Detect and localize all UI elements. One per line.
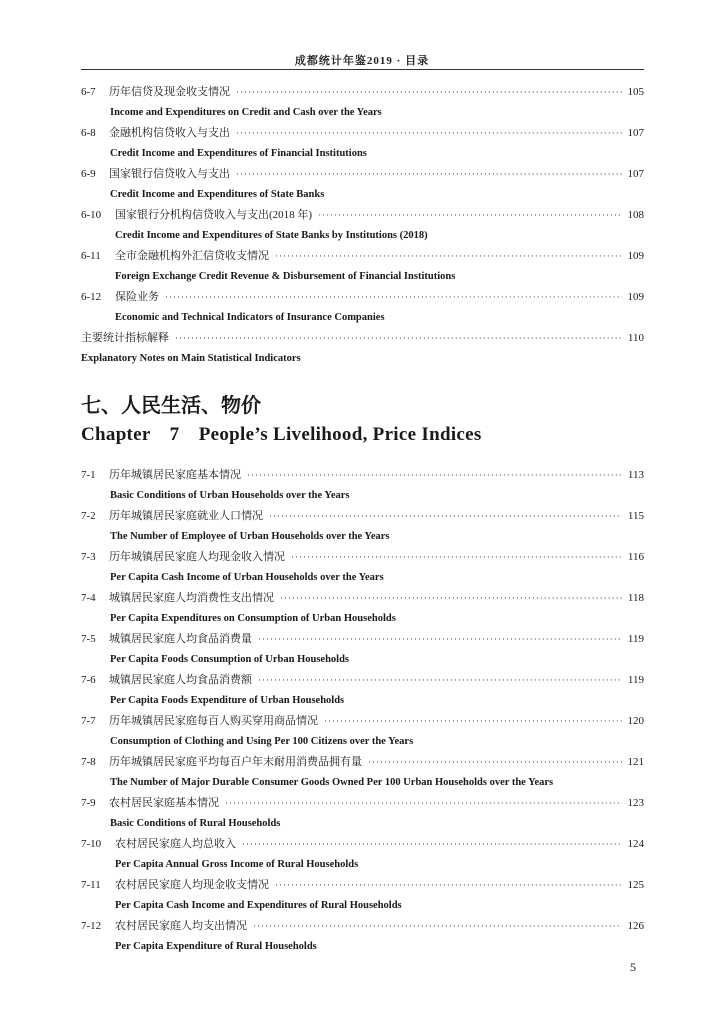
entry-number: 7-11 [81, 879, 101, 891]
entry-page: 125 [627, 879, 644, 891]
toc-entry[interactable] [81, 164, 644, 185]
entry-number: 7-10 [81, 838, 102, 850]
entry-number: 7-5 [81, 633, 96, 645]
toc-entry[interactable] [81, 82, 644, 103]
entry-title-zh: 国家银行分机构信贷收入与支出(2018 年) [115, 209, 313, 221]
entry-page: 118 [627, 592, 644, 604]
entry-page: 121 [627, 756, 644, 768]
entry-title-zh: 农村居民家庭人均现金收支情况 [115, 879, 269, 891]
leader-dots [269, 506, 622, 527]
entry-title-zh: 历年信贷及现金收支情况 [109, 86, 230, 98]
entry-title-zh: 城镇居民家庭人均食品消费量 [109, 633, 252, 645]
toc-entry[interactable] [81, 670, 644, 691]
entry-title-en: Per Capita Cash Income of Urban Households over the Years [110, 571, 384, 583]
entry-title-en: Income and Expenditures on Credit and Cash over the Years [110, 106, 382, 118]
leader-dots [236, 123, 622, 144]
entry-title-zh: 国家银行信贷收入与支出 [109, 168, 230, 180]
page-number: 5 [630, 960, 636, 974]
leader-dots [247, 465, 622, 486]
entry-title-en: Economic and Technical Indicators of Insurance Companies [115, 311, 385, 323]
entry-number: 6-9 [81, 168, 96, 180]
entry-title-zh: 农村居民家庭基本情况 [109, 797, 219, 809]
entry-number: 7-6 [81, 674, 96, 686]
entry-number: 7-9 [81, 797, 96, 809]
toc-entry[interactable] [81, 752, 644, 773]
entry-number: 6-11 [81, 250, 101, 262]
entry-number: 7-2 [81, 510, 96, 522]
toc-entry[interactable] [81, 547, 644, 568]
entry-title-en: Per Capita Expenditure of Rural Households [115, 940, 317, 952]
entry-page: 110 [627, 332, 644, 344]
chapter-title-zh: 七、人民生活、物价 [81, 395, 261, 417]
entry-page: 115 [627, 510, 644, 522]
leader-dots [368, 752, 622, 773]
leader-dots [318, 205, 622, 226]
entry-title-zh: 历年城镇居民家庭就业人口情况 [109, 510, 263, 522]
toc-entry[interactable] [81, 711, 644, 732]
toc-entry[interactable] [81, 205, 644, 226]
entry-title-zh: 历年城镇居民家庭平均每百户年末耐用消费品拥有量 [109, 756, 362, 768]
toc-section-6 [81, 82, 644, 369]
leader-dots [258, 629, 622, 650]
entry-title-zh: 历年城镇居民家庭人均现金收入情况 [109, 551, 285, 563]
entry-title-zh: 主要统计指标解释 [81, 332, 169, 344]
toc-entry[interactable] [81, 506, 644, 527]
leader-dots [258, 670, 622, 691]
entry-page: 119 [627, 674, 644, 686]
entry-title-en: The Number of Major Durable Consumer Goods Owned Per 100 Urban Households over the Years [110, 776, 554, 788]
entry-number: 7-8 [81, 756, 96, 768]
leader-dots [236, 82, 622, 103]
entry-page: 126 [627, 920, 644, 932]
toc-entry[interactable] [81, 916, 644, 937]
entry-page: 109 [627, 250, 644, 262]
leader-dots [253, 916, 622, 937]
entry-title-zh: 城镇居民家庭人均食品消费额 [109, 674, 252, 686]
toc-entry[interactable] [81, 123, 644, 144]
leader-dots [275, 875, 622, 896]
running-header: 成都统计年鉴2019 · 目录 [294, 55, 430, 67]
entry-number: 6-12 [81, 291, 102, 303]
entry-number: 7-7 [81, 715, 96, 727]
toc-entry[interactable] [81, 793, 644, 814]
leader-dots [280, 588, 622, 609]
entry-number: 7-3 [81, 551, 96, 563]
entry-title-zh: 全市金融机构外汇信贷收支情况 [115, 250, 269, 262]
entry-page: 124 [627, 838, 644, 850]
entry-page: 123 [627, 797, 644, 809]
entry-title-zh: 历年城镇居民家庭基本情况 [109, 469, 241, 481]
entry-title-en: Credit Income and Expenditures of Financial Institutions [110, 147, 367, 159]
entry-page: 107 [627, 168, 644, 180]
entry-page: 119 [627, 633, 644, 645]
entry-title-en: Basic Conditions of Rural Households [110, 817, 281, 829]
toc-entry[interactable] [81, 588, 644, 609]
entry-title-zh: 农村居民家庭人均支出情况 [115, 920, 247, 932]
entry-number: 6-8 [81, 127, 96, 139]
entry-title-zh: 农村居民家庭人均总收入 [115, 838, 236, 850]
leader-dots [291, 547, 622, 568]
chapter-title-en: Chapter 7 People’s Livelihood, Price Indices [81, 424, 482, 445]
toc-entry[interactable] [81, 465, 644, 486]
leader-dots [242, 834, 622, 855]
entry-title-en: The Number of Employee of Urban Households over the Years [110, 530, 390, 542]
leader-dots [324, 711, 622, 732]
leader-dots [225, 793, 622, 814]
leader-dots [175, 328, 622, 349]
entry-number: 6-10 [81, 209, 102, 221]
leader-dots [275, 246, 622, 267]
entry-title-zh: 城镇居民家庭人均消费性支出情况 [109, 592, 274, 604]
entry-page: 107 [627, 127, 644, 139]
toc-entry[interactable] [81, 875, 644, 896]
entry-title-en: Credit Income and Expenditures of State Banks by Institutions (2018) [115, 229, 428, 241]
entry-title-en: Per Capita Foods Consumption of Urban Households [110, 653, 350, 665]
entry-page: 108 [627, 209, 644, 221]
toc-entry[interactable] [81, 328, 644, 349]
entry-title-zh: 保险业务 [115, 291, 159, 303]
entry-page: 116 [627, 551, 644, 563]
leader-dots [165, 287, 622, 308]
entry-title-en: Basic Conditions of Urban Households over the Years [110, 489, 350, 501]
toc-entry[interactable] [81, 287, 644, 308]
toc-entry[interactable] [81, 246, 644, 267]
entry-page: 113 [627, 469, 644, 481]
entry-page: 120 [627, 715, 644, 727]
entry-title-en: Credit Income and Expenditures of State Banks [110, 188, 325, 200]
header-rule [81, 69, 644, 70]
entry-title-en: Per Capita Foods Expenditure of Urban Households [110, 694, 345, 706]
entry-page: 105 [627, 86, 644, 98]
toc-entry[interactable] [81, 629, 644, 650]
leader-dots [236, 164, 622, 185]
entry-title-en: Consumption of Clothing and Using Per 100 Citizens over the Years [110, 735, 414, 747]
entry-number: 7-1 [81, 469, 96, 481]
entry-title-en: Explanatory Notes on Main Statistical Indicators [81, 352, 301, 364]
entry-title-en: Foreign Exchange Credit Revenue & Disbursement of Financial Institutions [115, 270, 456, 282]
entry-title-en: Per Capita Annual Gross Income of Rural Households [115, 858, 359, 870]
entry-number: 7-4 [81, 592, 96, 604]
entry-page: 109 [627, 291, 644, 303]
toc-entry[interactable] [81, 834, 644, 855]
entry-title-zh: 金融机构信贷收入与支出 [109, 127, 230, 139]
entry-number: 7-12 [81, 920, 102, 932]
entry-number: 6-7 [81, 86, 96, 98]
entry-title-en: Per Capita Cash Income and Expenditures of Rural Households [115, 899, 402, 911]
entry-title-en: Per Capita Expenditures on Consumption of Urban Households [110, 612, 396, 624]
entry-title-zh: 历年城镇居民家庭每百人购买穿用商品情况 [109, 715, 318, 727]
toc-section-7 [81, 465, 644, 957]
